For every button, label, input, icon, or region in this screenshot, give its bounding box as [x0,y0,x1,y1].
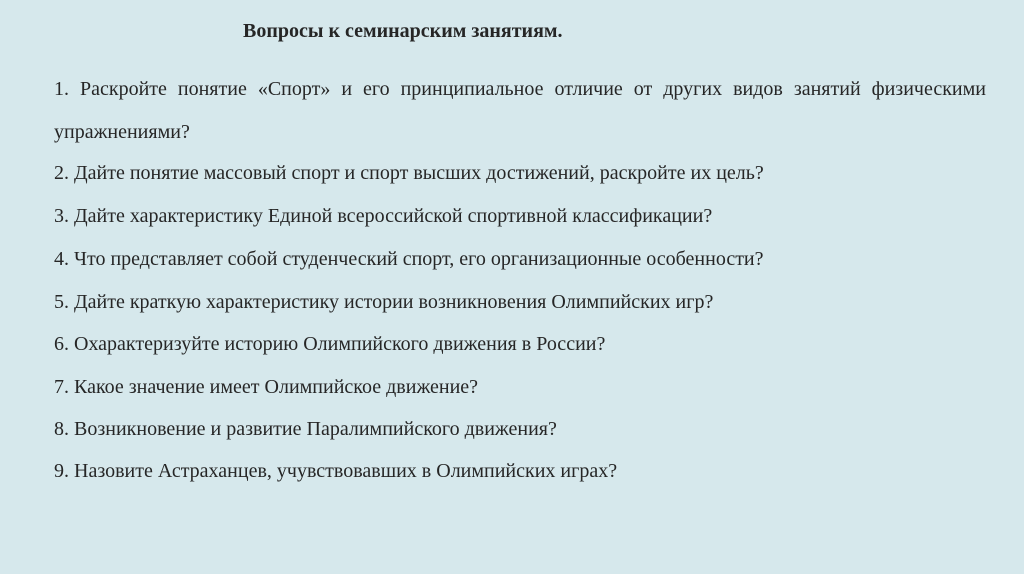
question-8: 8. Возникновение и развитие Паралимпийского движения? [54,418,557,440]
question-4: 4. Что представляет собой студенческий спорт, его организационные особенности? [54,248,764,270]
question-7: 7. Какое значение имеет Олимпийское движение? [54,376,479,398]
question-6: 6. Охарактеризуйте историю Олимпийского движения в России? [54,333,606,355]
question-3: 3. Дайте характеристику Единой всероссийской спортивной классификации? [54,205,713,227]
question-1: 1. Раскройте понятие «Спорт» и его принципиальное отличие от других видов занятий физическими упражнениями? [54,78,986,143]
question-9: 9. Назовите Астраханцев, учувствовавших в Олимпийских играх? [54,460,618,482]
question-2: 2. Дайте понятие массовый спорт и спорт высших достижений, раскройте их цель? [54,162,764,184]
slide-title: Вопросы к семинарским занятиям. [243,20,563,42]
question-5: 5. Дайте краткую характеристику истории возникновения Олимпийских игр? [54,291,714,313]
